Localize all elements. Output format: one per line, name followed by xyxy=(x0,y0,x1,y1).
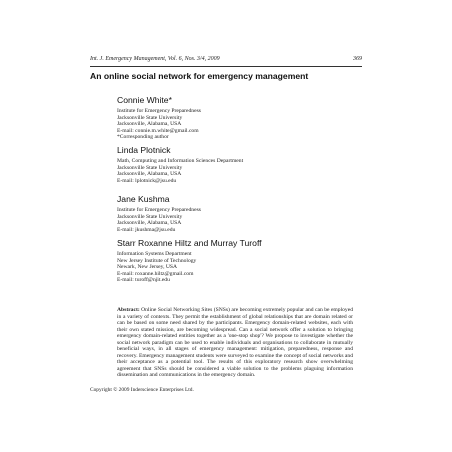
header-rule xyxy=(90,66,362,67)
affiliation-line: Newark, New Jersey, USA xyxy=(117,264,178,270)
author-name: Starr Roxanne Hiltz and Murray Turoff xyxy=(117,238,262,248)
author-affiliation xyxy=(117,207,201,233)
affiliation-line: Math, Computing and Information Sciences Department xyxy=(117,158,244,164)
author-affiliation xyxy=(117,251,196,284)
affiliation-line: Jacksonville State University xyxy=(117,213,183,220)
page-number: 369 xyxy=(353,56,362,62)
author-affiliation xyxy=(117,108,201,141)
affiliation-line: New Jersey Institute of Technology xyxy=(117,257,197,264)
affiliation-line: Jacksonville, Alabama, USA xyxy=(117,121,182,127)
abstract-label: Abstract: xyxy=(117,307,142,313)
affiliation-line: Institute for Emergency Preparedness xyxy=(117,207,201,213)
author-email: E-mail: jkushma@jsu.edu xyxy=(117,226,176,233)
copyright-notice: Copyright © 2009 Inderscience Enterprises Ltd. xyxy=(90,387,194,393)
affiliation-line: Jacksonville, Alabama, USA xyxy=(117,220,182,226)
paper-title: An online social network for emergency management xyxy=(90,71,309,81)
author-email: E-mail: roxanne.hiltz@gmail.com xyxy=(117,270,194,277)
author-email: E-mail: connie.m.white@gmail.com xyxy=(117,127,199,134)
running-head xyxy=(90,56,362,63)
author-name: Connie White* xyxy=(117,95,172,105)
author-name: Linda Plotnick xyxy=(117,145,171,155)
author-email: E-mail: lplotnick@jsu.edu xyxy=(117,177,177,184)
author-name: Jane Kushma xyxy=(117,194,170,204)
affiliation-line: Jacksonville State University xyxy=(117,164,183,171)
journal-citation: Int. J. Emergency Management, Vol. 6, Nos. 3/4, 2009 xyxy=(90,56,220,62)
affiliation-line: Jacksonville, Alabama, USA xyxy=(117,171,182,177)
abstract-text: Online Social Networking Sites (SNSs) are becoming extremely popular and can be employed in a variety of contexts. They permit the establishment of global relationships that are domain related or can be based on some need shared by the participants. Emergency domain-related websites, each with their own stated mission, are becoming widespread. Can a social network offer a solution to bringing emergency domain-related entities together as a 'one-stop shop'? We propose to investigate whether the social network paradigm can be used to enable individuals and organisations to collaborate in mutually beneficial ways, in all stages of emergency management: mitigation, preparedness, response and recovery. Emergency management students were surveyed to examine the concept of social networks and their acceptance as a potential tool. The results of this exploratory research show overwhelming agreement that SNSs should be considered a viable solution to the problems plaguing information dissemination and communications in the emergency domain. xyxy=(117,307,354,379)
affiliation-line: Information Systems Department xyxy=(117,251,192,257)
corresponding-author-note: *Corresponding author xyxy=(117,134,169,140)
author-email: E-mail: turoff@njit.edu xyxy=(117,277,170,283)
author-affiliation xyxy=(117,158,243,184)
affiliation-line: Jacksonville State University xyxy=(117,114,183,121)
affiliation-line: Institute for Emergency Preparedness xyxy=(117,108,201,114)
abstract xyxy=(117,307,353,379)
